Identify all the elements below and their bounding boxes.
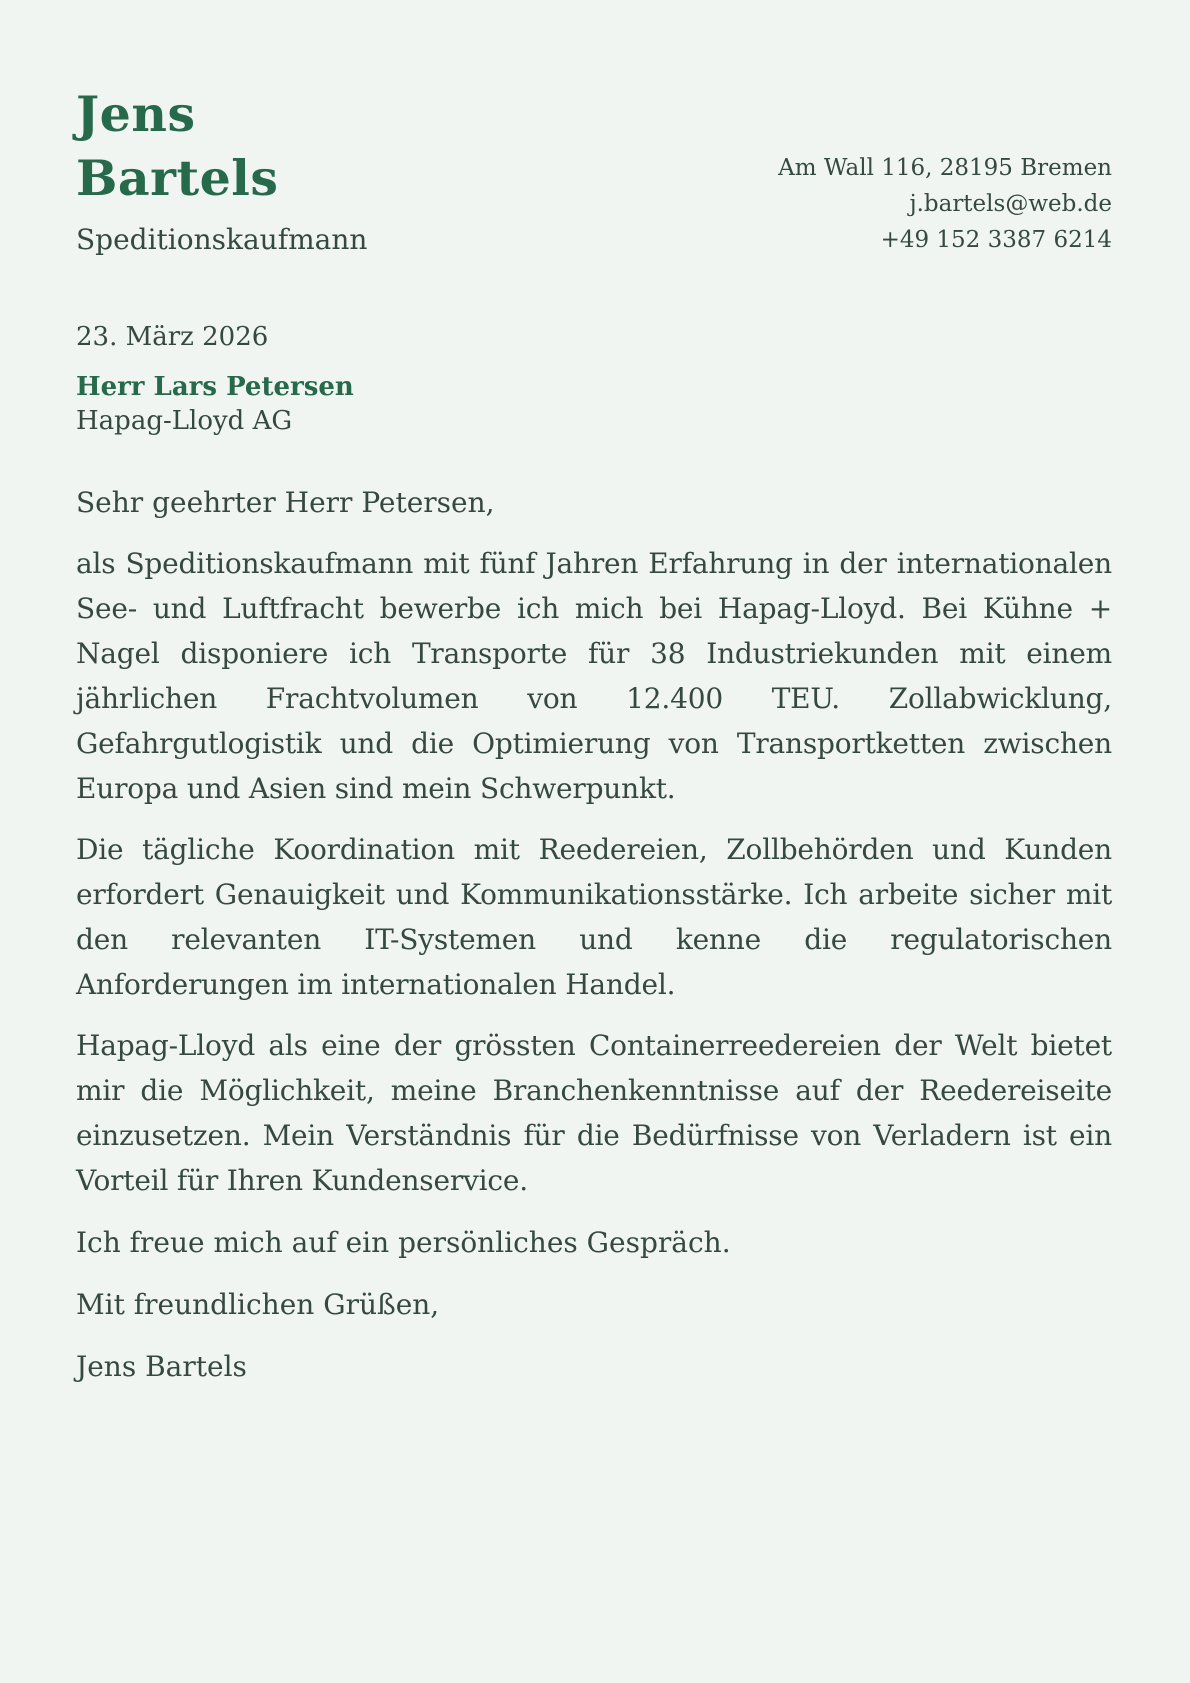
letter-header	[76, 82, 1112, 258]
recipient-name: Herr Lars Petersen	[76, 372, 354, 402]
salutation: Sehr geehrter Herr Petersen,	[76, 486, 495, 519]
identity-block	[76, 82, 367, 258]
body-paragraph: als Speditionskaufmann mit fünf Jahren Erfahrung in der internationalen See- und Luftfracht bewerbe ich mich bei Hapag-Lloyd. Bei Kühne + Nagel disponiere ich Transporte für 38 Industriekunden mit einem jährlichen Frachtvolumen von 12.400 TEU. Zollabwicklung, Gefahrgutlogistik und die Optimierung von Transportketten zwischen Europa und Asien sind mein Schwerpunkt.	[76, 547, 1112, 805]
signoff: Mit freundlichen Grüßen,	[76, 1288, 440, 1321]
letter-date: 23. März 2026	[76, 322, 269, 352]
closing-line: Ich freue mich auf ein persönliches Gespräch.	[76, 1226, 731, 1259]
first-name-line: Jens	[76, 85, 196, 143]
recipient-company: Hapag-Lloyd AG	[76, 406, 293, 436]
recipient-block	[76, 370, 1112, 438]
person-name	[76, 82, 367, 210]
last-name-line: Bartels	[76, 149, 279, 207]
contact-address: Am Wall 116, 28195 Bremen	[778, 155, 1112, 181]
contact-phone: +49 152 3387 6214	[880, 227, 1112, 253]
contact-email: j.bartels@web.de	[909, 191, 1112, 217]
job-title: Speditionskaufmann	[76, 223, 368, 256]
body-paragraph: Die tägliche Koordination mit Reedereien, Zollbehörden und Kunden erfordert Genauigkeit und Kommunikationsstärke. Ich arbeite sicher mit den relevanten IT-Systemen und kenne die regulatorischen Anforderungen im internationalen Handel.	[76, 833, 1112, 1001]
body-paragraph: Hapag-Lloyd als eine der grössten Containerreedereien der Welt bietet mir die Möglichkeit, meine Branchenkenntnisse auf der Reedereiseite einzusetzen. Mein Verständnis für die Bedürfnisse von Verladern ist ein Vorteil für Ihren Kundenservice.	[76, 1029, 1112, 1197]
signature: Jens Bartels	[76, 1350, 247, 1383]
contact-block	[778, 150, 1112, 258]
